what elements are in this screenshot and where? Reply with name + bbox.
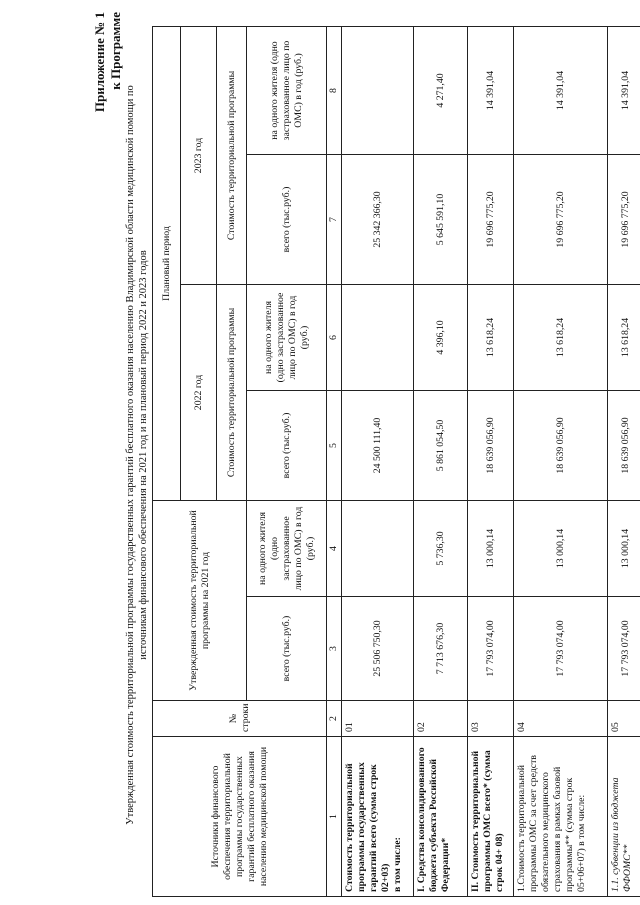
row-name: I. Средства консолидированного бюджета субъекта Российской Федерации* (414, 737, 468, 897)
value-total-2023: 19 696 775,20 (468, 154, 514, 284)
value-total-2022: 18 639 056,90 (514, 390, 608, 500)
row-number: 03 (468, 701, 514, 737)
header-source: Источники финансового обеспечения территориальной программы государственных гарантий бесплатного оказания населению медицинской помощи (153, 737, 327, 897)
column-index: 2 (327, 701, 342, 737)
value-per-capita-2023: 14 391,04 (514, 26, 608, 154)
row-source-name (342, 737, 414, 897)
row-name: II. Стоимость территориальной программы ОМС всего* (сумма строк 04+ 08) (468, 737, 514, 897)
document-title-line-1: Утвержденная стоимость территориальной программы государственных гарантий бесплатного оказания населению Владимирской области медицинской помощи по (125, 85, 136, 825)
header-per-capita-2022: на одного жителя (одно застрахованное лицо по ОМС) в год (руб.) (247, 284, 327, 390)
header-year-2023: 2023 год (181, 26, 217, 284)
column-index: 6 (327, 284, 342, 390)
value-total-2023: 25 342 366,30 (342, 154, 414, 284)
value-per-capita-2023: 14 391,04 (468, 26, 514, 154)
column-index: 3 (327, 597, 342, 701)
value-total-2021: 17 793 074,00 (514, 597, 608, 701)
appendix-heading: Приложение № 1 (92, 12, 107, 113)
table-row (342, 26, 414, 896)
value-total-2023: 19 696 775,20 (608, 154, 640, 284)
value-total-2022: 5 861 054,50 (414, 390, 468, 500)
program-reference: к Программе (108, 12, 123, 90)
row-extra: в том числе: (392, 837, 403, 892)
table-row (514, 26, 608, 896)
document-title-line-2: источникам финансового обеспечения на 2021 год и на плановый период 2022 и 2023 годов (138, 250, 149, 660)
column-index: 8 (327, 26, 342, 154)
header-cost-tp-2023: Стоимость территориальной программы (217, 26, 247, 284)
row-number: 04 (514, 701, 608, 737)
value-per-capita-2022 (342, 284, 414, 390)
value-total-2023: 5 645 591,10 (414, 154, 468, 284)
header-row-number: № строки (153, 701, 327, 737)
value-total-2022: 18 639 056,90 (608, 390, 640, 500)
column-index: 5 (327, 390, 342, 500)
value-per-capita-2023: 4 271,40 (414, 26, 468, 154)
header-per-capita-2021: на одного жителя (одно застрахованное лицо по ОМС) в год (руб.) (247, 500, 327, 596)
header-total-2023: всего (тыс.руб.) (247, 154, 327, 284)
value-per-capita-2022: 13 618,24 (468, 284, 514, 390)
value-per-capita-2021 (342, 500, 414, 596)
header-year-2022: 2022 год (181, 284, 217, 500)
header-total-2021: всего (тыс.руб.) (247, 597, 327, 701)
value-per-capita-2023: 14 391,04 (608, 26, 640, 154)
value-total-2021: 17 793 074,00 (468, 597, 514, 701)
header-per-capita-2023: на одного жителя (одно застрахованное лицо по ОМС) в год (руб.) (247, 26, 327, 154)
value-total-2023: 19 696 775,20 (514, 154, 608, 284)
row-number: 02 (414, 701, 468, 737)
row-name: 1.1. субвенции из бюджета ФФОМС** (608, 737, 640, 897)
value-total-2022: 24 500 111,40 (342, 390, 414, 500)
value-per-capita-2022: 13 618,24 (514, 284, 608, 390)
value-per-capita-2022: 13 618,24 (608, 284, 640, 390)
row-number: 05 (608, 701, 640, 737)
value-total-2021: 25 506 750,30 (342, 597, 414, 701)
column-index: 7 (327, 154, 342, 284)
header-approved-2021: Утвержденная стоимость территориальной программы на 2021 год (153, 500, 247, 700)
row-name: Стоимость территориальной программы государственных гарантий всего (сумма строк 02+03) (344, 762, 391, 892)
value-per-capita-2021: 13 000,14 (514, 500, 608, 596)
value-total-2021: 7 713 676,30 (414, 597, 468, 701)
header-cost-tp-2022: Стоимость территориальной программы (217, 284, 247, 500)
value-per-capita-2022: 4 396,10 (414, 284, 468, 390)
header-planned-period: Плановый период (153, 26, 181, 500)
header-total-2022: всего (тыс.руб.) (247, 390, 327, 500)
table-row (468, 26, 514, 896)
value-per-capita-2023 (342, 26, 414, 154)
table-row (608, 26, 640, 896)
row-number: 01 (342, 701, 414, 737)
row-name: 1.Стоимость территориальной программы ОМС за счет средств обязательного медицинского страхования в рамках базовой программы** (сумма строк 05+06+07) в том числе: (514, 737, 608, 897)
column-index: 1 (327, 737, 342, 897)
value-total-2021: 17 793 074,00 (608, 597, 640, 701)
value-per-capita-2021: 13 000,14 (468, 500, 514, 596)
value-per-capita-2021: 13 000,14 (608, 500, 640, 596)
table-row (414, 26, 468, 896)
column-index: 4 (327, 500, 342, 596)
value-per-capita-2021: 5 736,30 (414, 500, 468, 596)
value-total-2022: 18 639 056,90 (468, 390, 514, 500)
cost-table (152, 26, 640, 897)
